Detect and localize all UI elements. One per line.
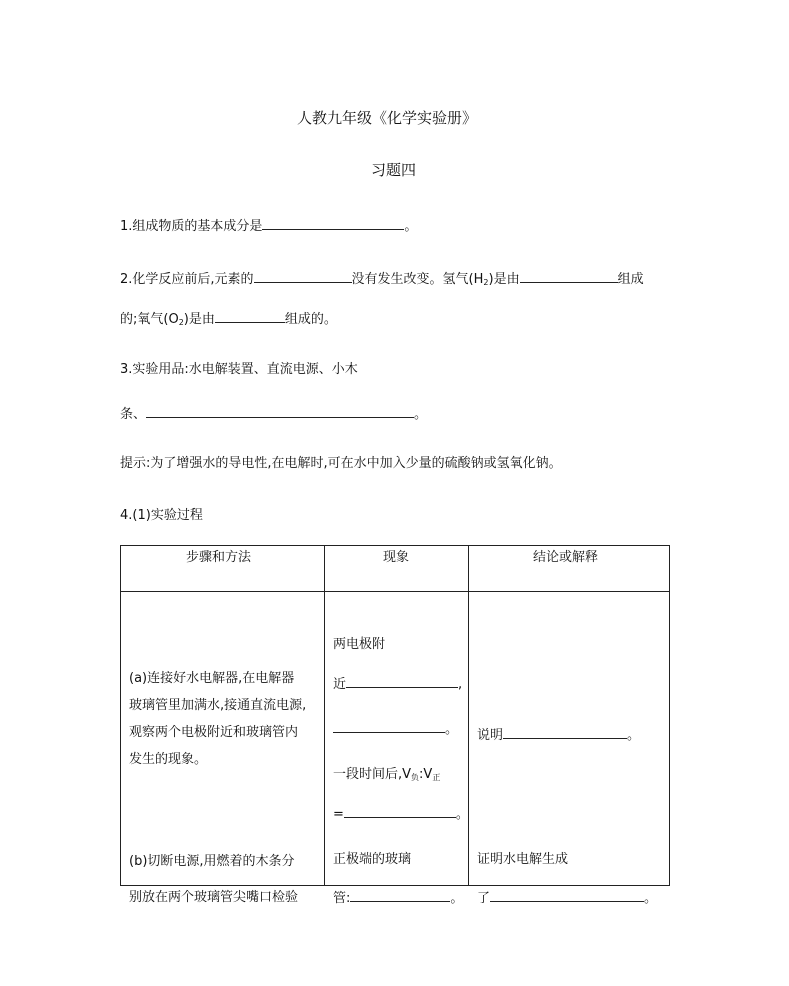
step-line: 别放在两个玻璃管尖嘴口检验: [129, 890, 299, 905]
page-subtitle: 习题四: [371, 161, 417, 179]
question-3-line-2: [120, 404, 427, 423]
conclusion-cell: [469, 592, 670, 906]
step-line: 观察两个电极附近和玻璃管内: [129, 725, 299, 740]
observation-text: 正极端的玻璃: [333, 852, 412, 867]
answer-blank[interactable]: [520, 269, 618, 283]
question-2-text-d: 组成: [617, 272, 644, 287]
page-title: 人教九年级《化学实验册》: [297, 109, 478, 127]
question-2-text-b: 没有发生改变。氢气(H: [351, 272, 484, 287]
question-4-heading: 4.(1)实验过程: [120, 508, 203, 523]
subscript: 2: [178, 318, 184, 327]
conclusion-text: 证明水电解生成: [477, 852, 569, 867]
step-line: (a)连接好水电解器,在电解器: [129, 671, 295, 686]
answer-blank[interactable]: [262, 216, 404, 230]
answer-blank[interactable]: [503, 725, 627, 739]
experiment-table: [120, 545, 670, 906]
question-2-line-2: [120, 309, 337, 328]
observation-cell: [325, 592, 469, 906]
answer-blank[interactable]: [344, 804, 456, 818]
question-2-text-g: 组成的。: [284, 312, 337, 327]
answer-blank[interactable]: [254, 269, 352, 283]
answer-blank[interactable]: [215, 309, 285, 323]
observation-line: 一段时间后$,V_负:V_正$: [333, 767, 441, 782]
table-header-cell: 步骤和方法: [121, 546, 325, 592]
question-3-text: 条、: [120, 407, 147, 422]
answer-blank[interactable]: [490, 888, 644, 902]
conclusion-line: 说明 。: [477, 725, 640, 744]
answer-blank[interactable]: [333, 719, 445, 733]
observation-line: 近 ,: [333, 674, 462, 693]
question-3-end: 。: [414, 407, 428, 422]
table-header-cell: 结论或解释: [469, 546, 670, 592]
table-header-cell: 现象: [325, 546, 469, 592]
question-2-text-f: )是由: [183, 312, 215, 327]
step-line: 发生的现象。: [129, 752, 208, 767]
observation-line: 。: [333, 719, 458, 738]
answer-blank[interactable]: [350, 888, 450, 902]
subscript: 2: [483, 278, 489, 287]
observation-line: = 。: [333, 804, 469, 823]
observation-line: 管: 。: [333, 888, 463, 907]
table-header-row: [121, 546, 670, 592]
observation-text: 两电极附: [333, 637, 386, 652]
answer-blank[interactable]: [146, 404, 414, 418]
conclusion-line: 了 。: [477, 888, 657, 907]
question-2-line-1: [120, 269, 644, 288]
step-cell: [121, 592, 325, 905]
question-1: [120, 216, 417, 235]
question-2-text-a: 2.化学反应前后,元素的: [120, 272, 254, 287]
subscript: 负: [411, 773, 420, 782]
question-3-line-1: 3.实验用品:水电解装置、直流电源、小木: [120, 362, 358, 377]
question-1-end: 。: [404, 219, 418, 234]
question-2-text-e: 的;氧气(O: [120, 312, 179, 327]
question-1-text: 1.组成物质的基本成分是: [120, 219, 263, 234]
step-line: 玻璃管里加满水,接通直流电源,: [129, 698, 307, 713]
step-line: (b)切断电源,用燃着的木条分: [129, 854, 295, 869]
subscript: 正: [432, 773, 441, 782]
table-row: [121, 592, 670, 886]
question-2-text-c: )是由: [488, 272, 520, 287]
hint-text: 提示:为了增强水的导电性,在电解时,可在水中加入少量的硫酸钠或氢氧化钠。: [120, 456, 562, 471]
answer-blank[interactable]: [346, 674, 458, 688]
